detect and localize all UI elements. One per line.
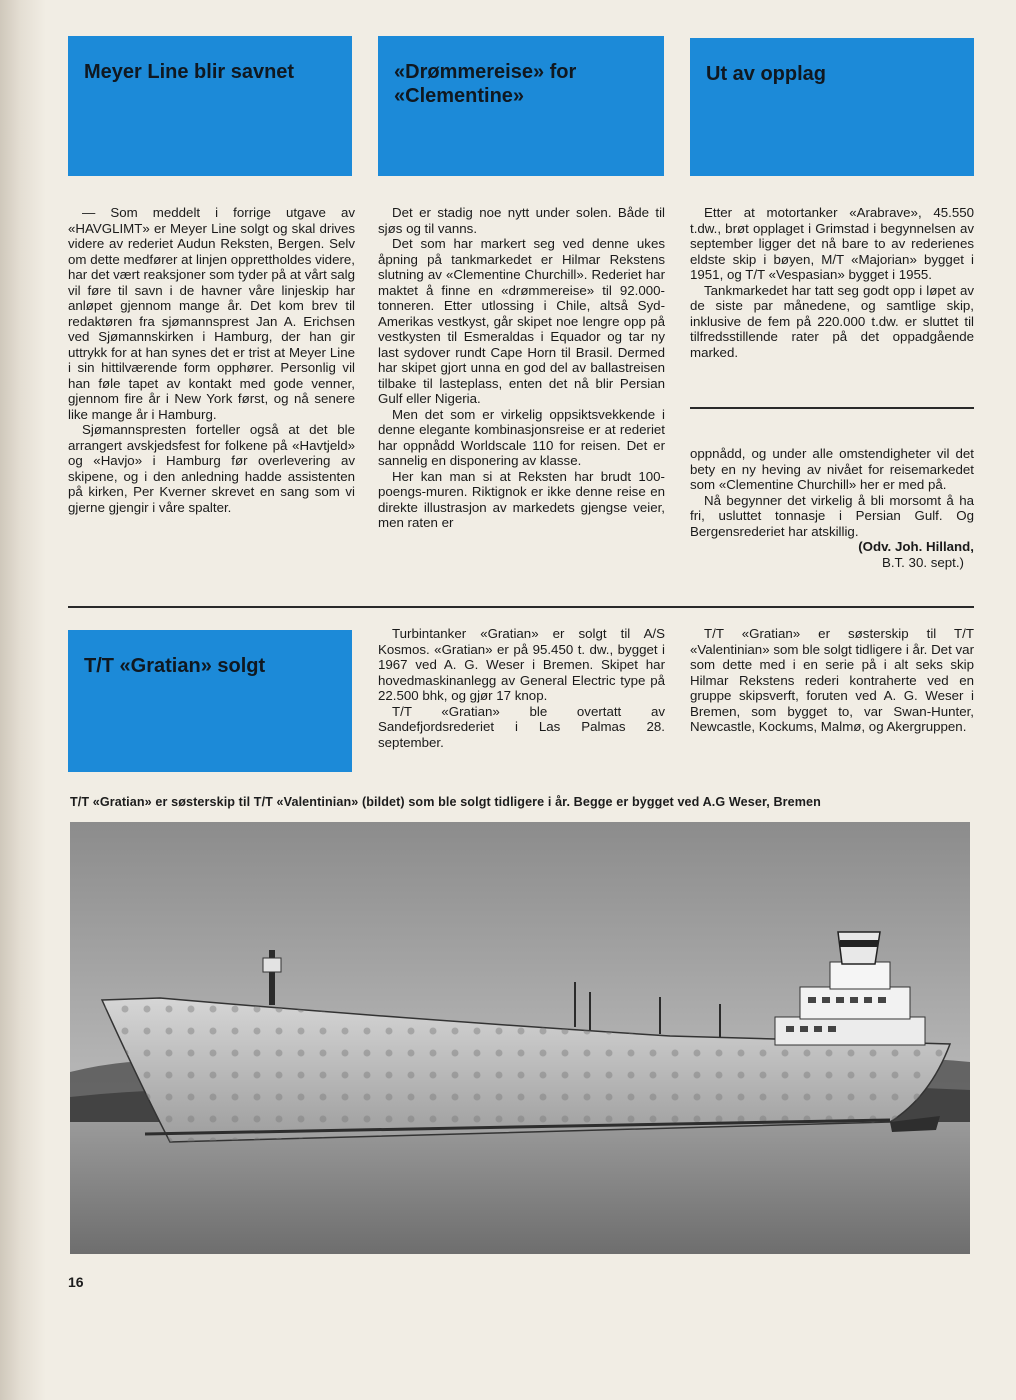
heading-box-drommereise	[378, 36, 664, 176]
article-gratian-col2	[690, 626, 974, 735]
heading-box-gratian	[68, 630, 352, 772]
article-gratian-col1	[378, 626, 665, 750]
paragraph: T/T «Gratian» ble overtatt av Sandefjordsrederiet i Las Palmas 28. september.	[378, 703, 665, 750]
page-number: 16	[68, 1274, 84, 1290]
article-drommereise	[378, 205, 665, 531]
column-divider-rule	[690, 407, 974, 409]
paragraph: Etter at motortanker «Arabrave», 45.550 t.dw., brøt opplaget i Grimstad i begynnelsen av september ligger det nå bare to av rederienes eldste skip i bøyen, M/T «Majorian» bygget i 1951, og T/T «Vespasian» bygget i 1955.	[690, 205, 974, 282]
paragraph: Men det som er virkelig oppsiktsvekkende i denne elegante kombinasjonsreise er at rederiet har oppnådd Worldscale 110 for reisen. Det er sannelig en disponering av klasse.	[378, 406, 665, 468]
tanker-photo	[70, 822, 970, 1254]
paragraph: Her kan man si at Reksten har brudt 100-poengs-muren. Riktignok er ikke denne reise en direkte illustrasjon av markedets gjengse veier, men raten er	[378, 468, 665, 530]
paragraph: — Som meddelt i forrige utgave av «HAVGLIMT» er Meyer Line solgt og skal drives videre av rederiet Audun Reksten, Bergen. Selv om dette medfører at linjen opprettholdes videre, har det vært reaksjoner som tyder på at vårt salg vil føre til savn i de havner våre linjeskip har anløpet gjennom mange år. Det kom brev til redaktøren fra sjømannsprest Jan A. Erichsen ved Sjømannskirken i Hamburg, der han gir uttrykk for at han synes det er trist at Meyer Line i sin hittilværende form opphører. Personlig vil han føle tapet av kontakt med gode venner, gjennom fire år i New York først, og nå senere like mange år i Hamburg.	[68, 205, 355, 422]
heading-box-meyer-line	[68, 36, 352, 176]
paragraph: Det er stadig noe nytt under solen. Både til sjøs og til vanns.	[378, 205, 665, 236]
paragraph: Tankmarkedet har tatt seg godt opp i løpet av de siste par månedene, og samtlige skip, inklusive de fem på 220.000 t.dw. er sluttet til tilfredsstillende rater på det oppadgående marked.	[690, 282, 974, 360]
ship-illustration	[70, 822, 970, 1254]
paragraph: Sjømannspresten forteller også at det ble arrangert avskjedsfest for folkene på «Havtjeld» og «Havjo» i Hamburg før overlevering av skipene, og i den anledning hadde assistenten på kirken, Per Kverner skrevet en sang som vi gjerne gjengir i våre spalter.	[68, 422, 355, 515]
article-meyer-line	[68, 205, 355, 515]
article-drommereise-continuation	[690, 446, 974, 570]
heading-box-ut-av-opplag	[690, 38, 974, 176]
source-note: B.T. 30. sept.)	[881, 554, 964, 570]
paragraph: Det som har markert seg ved denne ukes åpning på tankmarkedet er Hilmar Rekstens slutning av «Clementine Churchill». Rederiet har maktet å finne en «drømmereise» til 92.000-tonneren. Etter utlossing i Chile, altså Syd-Amerikas vestkyst, går skipet noe lengre opp på vestkysten til Esmeraldas i Equador og tar ny last sydover rundt Cape Horn til Brasil. Dermed har skipet gjort unna en god del av ballastreisen tilbake til lasteplass, enten det nå blir Persian Gulf eller Nigeria.	[378, 236, 665, 406]
section-divider-rule	[68, 606, 974, 608]
heading-meyer-line: Meyer Line blir savnet	[84, 61, 295, 83]
heading-drommereise: «Drømmereise» for «Clementine»	[394, 61, 577, 107]
paragraph: Turbintanker «Gratian» er solgt til A/S Kosmos. «Gratian» er på 95.450 t. dw., bygget i 1967 ved A. G. Weser i Bremen. Skipet har hovedmaskinanlegg av General Electric type på 22.500 bhk, og gjør 17 knop.	[378, 626, 665, 703]
paragraph: T/T «Gratian» er søsterskip til T/T «Valentinian» som ble solgt tidligere i år. Det var som dette med i en serie på i alt seks skip Hilmar Rekstens rederi kontraherte ved en gruppe skipsverft, foruten ved A. G. Weser i Bremen, som bygget to, var Swan-Hunter, Newcastle, Kockums, Malmø, og Akergruppen.	[690, 626, 974, 734]
paragraph: Nå begynner det virkelig å bli morsomt å ha fri, usluttet tonnasje i Persian Gulf. Og Bergensrederiet har atskillig.	[690, 492, 974, 539]
photo-caption: T/T «Gratian» er søsterskip til T/T «Valentinian» (bildet) som ble solgt tidligere i år. Begge er bygget ved A.G Weser, Bremen	[70, 795, 821, 809]
heading-ut-av-opplag: Ut av opplag	[706, 63, 827, 85]
heading-gratian: T/T «Gratian» solgt	[84, 655, 266, 677]
page-spine-shadow	[0, 0, 46, 1400]
paragraph: oppnådd, og under alle omstendigheter vil det bety en ny heving av nivået for reisemarkedet som «Clementine Churchill» her er med på.	[690, 446, 974, 492]
byline: (Odv. Joh. Hilland,	[858, 539, 974, 554]
article-ut-av-opplag	[690, 205, 974, 360]
